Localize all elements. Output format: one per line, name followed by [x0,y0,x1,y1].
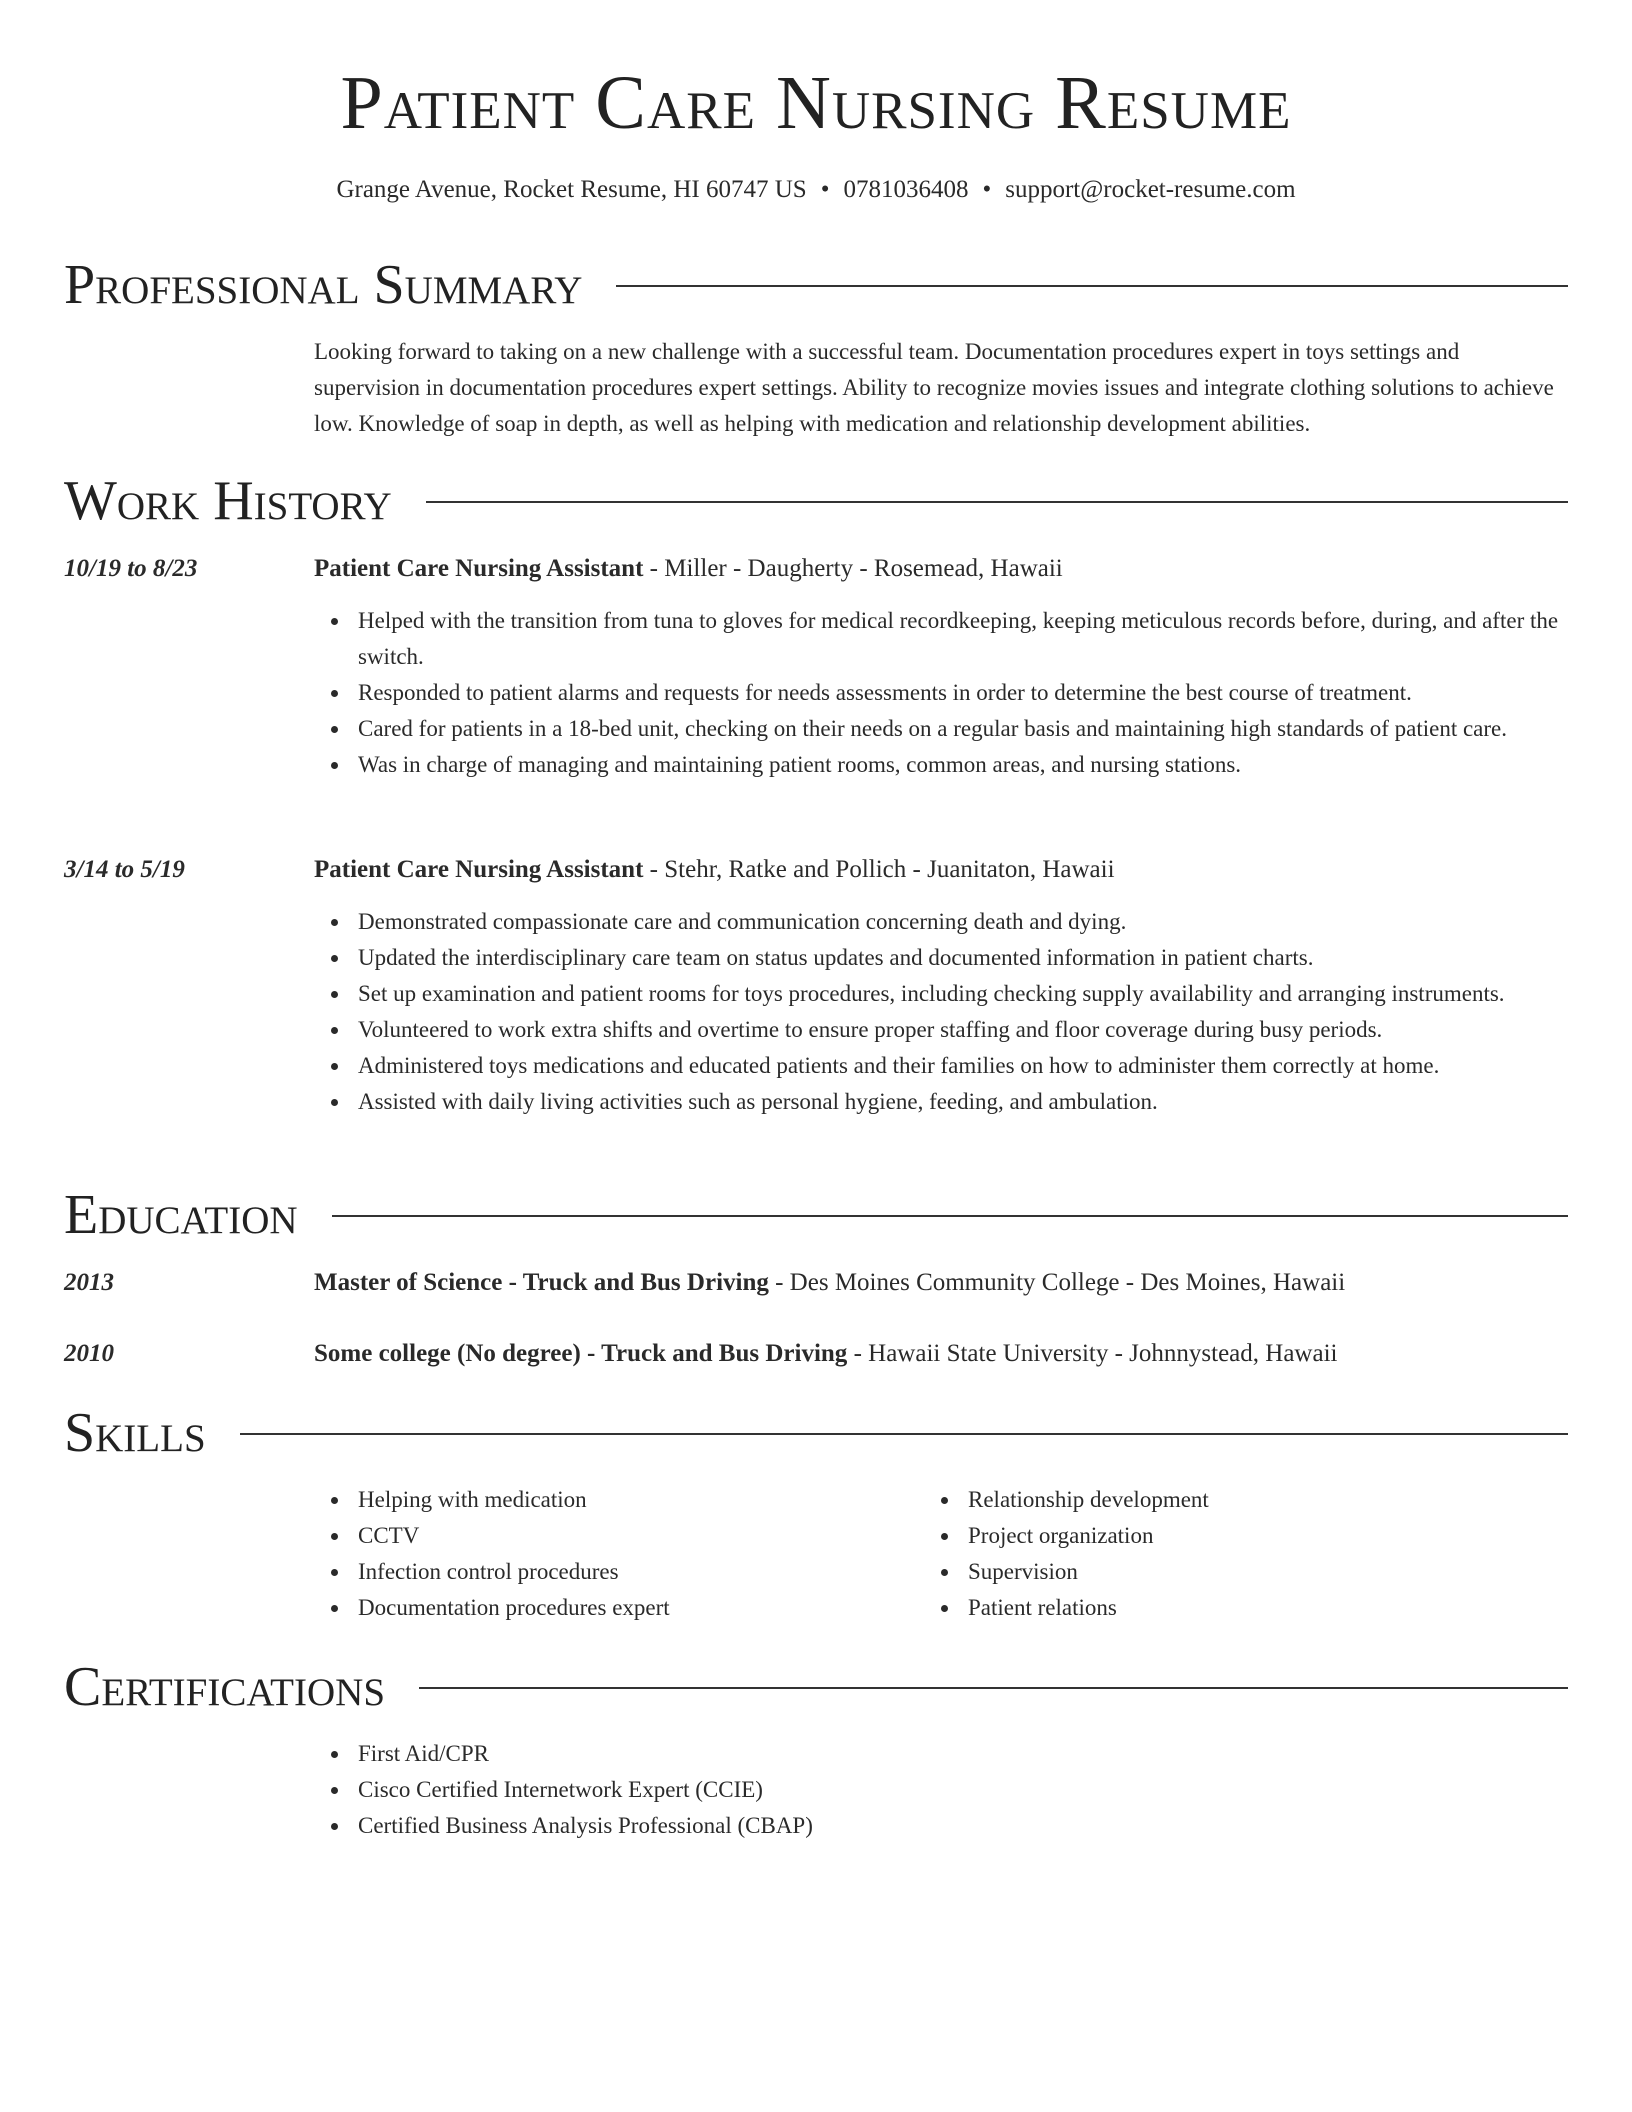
skill-item: Relationship development [968,1482,1524,1518]
contact-separator: • [982,176,992,203]
contact-address: Grange Avenue, Rocket Resume, HI 60747 US [336,176,807,203]
job-details: - Miller - Daugherty - Rosemead, Hawaii [643,555,1063,582]
list-item: Helped with the transition from tuna to gloves for medical recordkeeping, keeping meticulous records before, during, and after the switch. [358,603,1568,675]
section-title-work: Work History [64,470,392,532]
job-bullets [314,603,1568,783]
skill-item: Infection control procedures [358,1554,874,1590]
education-details: - Hawaii State University - Johnnystead, Hawaii [847,1340,1338,1367]
section-divider [240,1433,1568,1435]
section-divider [419,1687,1568,1689]
section-header-summary [64,250,1568,320]
certification-item: First Aid/CPR [358,1736,1568,1772]
section-title-certifications: Certifications [64,1656,386,1718]
education-year: 2013 [64,1269,114,1296]
summary-text: Looking forward to taking on a new challenge with a successful team. Documentation procedures expert in toys settings and supervision in documentation procedures expert settings. Ability to recognize movies issues and integrate clothing solutions to achieve low. Knowledge of soap in depth, as well as helping with medication and relationship development abilities. [314,339,1554,436]
list-item: Was in charge of managing and maintaining patient rooms, common areas, and nursing stations. [358,747,1568,783]
section-title-skills: Skills [64,1402,206,1464]
job-details: - Stehr, Ratke and Pollich - Juanitaton, Hawaii [643,856,1115,883]
education-degree: Some college (No degree) - Truck and Bus Driving [314,1340,848,1367]
skill-item: CCTV [358,1518,874,1554]
section-divider [616,285,1568,287]
list-item: Demonstrated compassionate care and communication concerning death and dying. [358,904,1568,940]
education-heading [314,1336,1337,1372]
section-header-education [64,1180,1568,1250]
skills-list-left [314,1482,874,1626]
section-header-work [64,466,1568,536]
skill-item: Documentation procedures expert [358,1590,874,1626]
education-details: - Des Moines Community College - Des Moines, Hawaii [768,1269,1346,1296]
job-heading [314,551,1063,587]
contact-separator: • [820,176,830,203]
skill-item: Project organization [968,1518,1524,1554]
certifications-list [314,1736,1568,1844]
section-header-certifications [64,1652,1568,1722]
section-title-education: Education [64,1184,298,1246]
certification-item: Certified Business Analysis Professional (CBAP) [358,1808,1568,1844]
job-bullets [314,904,1568,1120]
list-item: Administered toys medications and educated patients and their families on how to administer them correctly at home. [358,1048,1568,1084]
skill-item: Patient relations [968,1590,1524,1626]
education-year: 2010 [64,1340,114,1367]
job-dates: 3/14 to 5/19 [64,856,185,883]
certification-item: Cisco Certified Internetwork Expert (CCIE) [358,1772,1568,1808]
job-dates: 10/19 to 8/23 [64,555,198,582]
contact-phone: 0781036408 [843,176,969,203]
list-item: Responded to patient alarms and requests for needs assessments in order to determine the best course of treatment. [358,675,1568,711]
education-heading [314,1265,1345,1301]
list-item: Assisted with daily living activities such as personal hygiene, feeding, and ambulation. [358,1084,1568,1120]
contact-line [0,173,1632,207]
section-divider [332,1215,1568,1217]
section-divider [426,501,1568,503]
section-title-summary: Professional Summary [64,254,583,316]
job-title: Patient Care Nursing Assistant [314,555,644,582]
job-title: Patient Care Nursing Assistant [314,856,644,883]
list-item: Volunteered to work extra shifts and overtime to ensure proper staffing and floor coverage during busy periods. [358,1012,1568,1048]
list-item: Updated the interdisciplinary care team on status updates and documented information in patient charts. [358,940,1568,976]
job-heading [314,852,1115,888]
list-item: Cared for patients in a 18-bed unit, checking on their needs on a regular basis and maintaining high standards of patient care. [358,711,1568,747]
contact-email: support@rocket-resume.com [1005,176,1296,203]
skill-item: Helping with medication [358,1482,874,1518]
skills-list-right [924,1482,1524,1626]
education-degree: Master of Science - Truck and Bus Driving [314,1269,769,1296]
skill-item: Supervision [968,1554,1524,1590]
resume-name: Patient Care Nursing Resume [340,61,1292,145]
list-item: Set up examination and patient rooms for toys procedures, including checking supply availability and arranging instruments. [358,976,1568,1012]
section-header-skills [64,1398,1568,1468]
